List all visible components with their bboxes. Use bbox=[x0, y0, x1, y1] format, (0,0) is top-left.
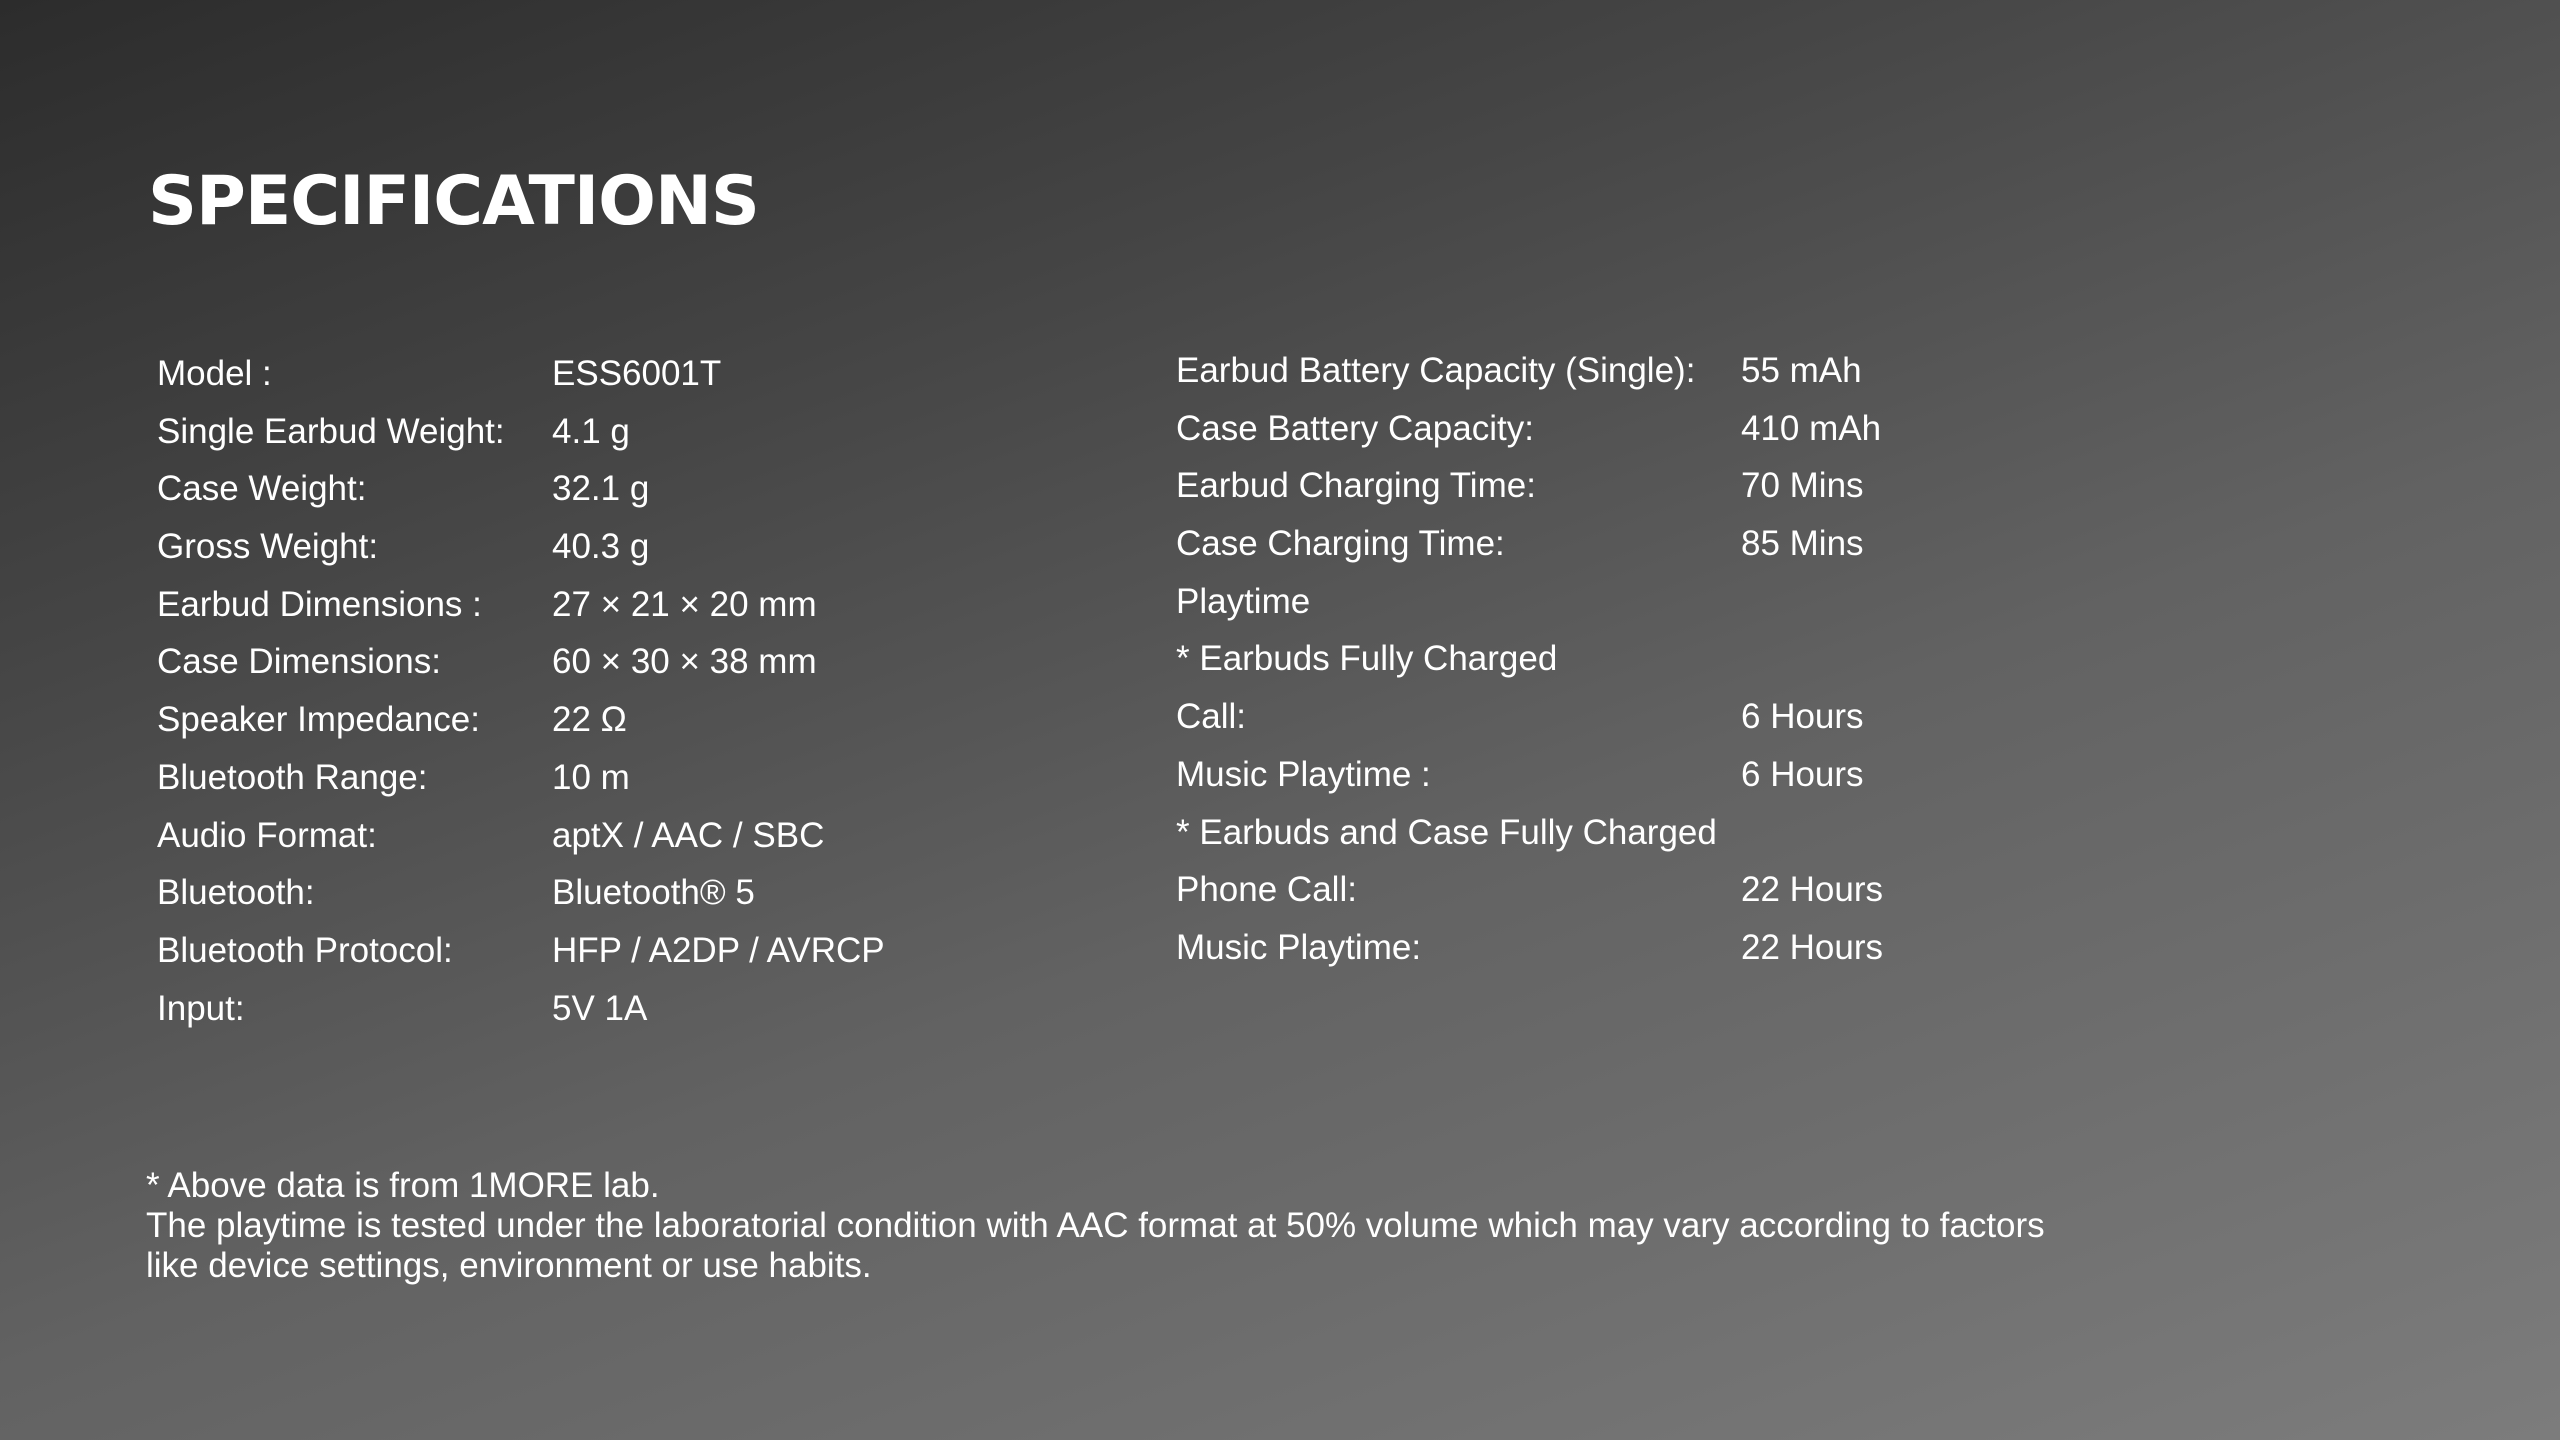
spec-value: aptX / AAC / SBC bbox=[552, 815, 825, 855]
footnote-source: * Above data is from 1MORE lab. bbox=[146, 1166, 660, 1205]
spec-value: 60 × 30 × 38 mm bbox=[552, 642, 817, 682]
spec-label: Call: bbox=[1176, 697, 1247, 737]
spec-label: Earbud Dimensions : bbox=[157, 584, 482, 624]
spec-label: Music Playtime : bbox=[1176, 754, 1431, 794]
spec-value: 27 × 21 × 20 mm bbox=[552, 584, 817, 624]
spec-value: 4.1 g bbox=[552, 411, 630, 451]
spec-label: Speaker Impedance: bbox=[157, 700, 480, 740]
spec-value: 70 Mins bbox=[1741, 466, 1864, 506]
spec-label: Earbud Battery Capacity (Single): bbox=[1176, 351, 1696, 390]
spec-label: Case Weight: bbox=[157, 469, 367, 509]
spec-value: 85 Mins bbox=[1741, 524, 1864, 564]
spec-label: Bluetooth: bbox=[157, 873, 315, 913]
spec-value: Bluetooth® 5 bbox=[552, 873, 755, 913]
spec-value: 5V 1A bbox=[552, 988, 648, 1028]
spec-value: 55 mAh bbox=[1741, 351, 1862, 390]
spec-value: 22 Hours bbox=[1741, 870, 1884, 910]
spec-label: Bluetooth Range: bbox=[157, 757, 428, 797]
spec-label: Case Charging Time: bbox=[1176, 524, 1505, 564]
spec-value: 6 Hours bbox=[1741, 697, 1864, 737]
spec-label: Playtime bbox=[1176, 581, 1311, 621]
spec-label: Music Playtime: bbox=[1176, 927, 1422, 967]
spec-label: Single Earbud Weight: bbox=[157, 411, 505, 451]
spec-label: Case Dimensions: bbox=[157, 642, 441, 682]
spec-value: HFP / A2DP / AVRCP bbox=[552, 930, 885, 970]
footnote-disclaimer: The playtime is tested under the laboratorial condition with AAC format at 50% volume which may vary according to factors like device settings, environment or use habits. bbox=[146, 1206, 2045, 1285]
spec-label: Earbud Charging Time: bbox=[1176, 466, 1536, 506]
spec-value: 22 Hours bbox=[1741, 927, 1884, 967]
spec-value: 10 m bbox=[552, 757, 630, 797]
spec-value: 22 Ω bbox=[552, 700, 627, 740]
page-title: SPECIFICATIONS bbox=[148, 162, 759, 241]
spec-label: Input: bbox=[157, 988, 245, 1028]
spec-label: Model : bbox=[157, 354, 272, 393]
spec-value: 6 Hours bbox=[1741, 754, 1864, 794]
spec-label: Case Battery Capacity: bbox=[1176, 408, 1534, 448]
spec-value: ESS6001T bbox=[552, 354, 722, 393]
spec-label: Gross Weight: bbox=[157, 527, 379, 567]
spec-label: Audio Format: bbox=[157, 815, 377, 855]
spec-label: Phone Call: bbox=[1176, 870, 1357, 910]
spec-value: 32.1 g bbox=[552, 469, 650, 509]
spec-value: 410 mAh bbox=[1741, 408, 1882, 448]
spec-label: * Earbuds and Case Fully Charged bbox=[1176, 812, 1717, 852]
spec-label: * Earbuds Fully Charged bbox=[1176, 639, 1558, 679]
spec-label: Bluetooth Protocol: bbox=[157, 930, 453, 970]
spec-value: 40.3 g bbox=[552, 527, 650, 567]
footnote bbox=[146, 1166, 2106, 1286]
